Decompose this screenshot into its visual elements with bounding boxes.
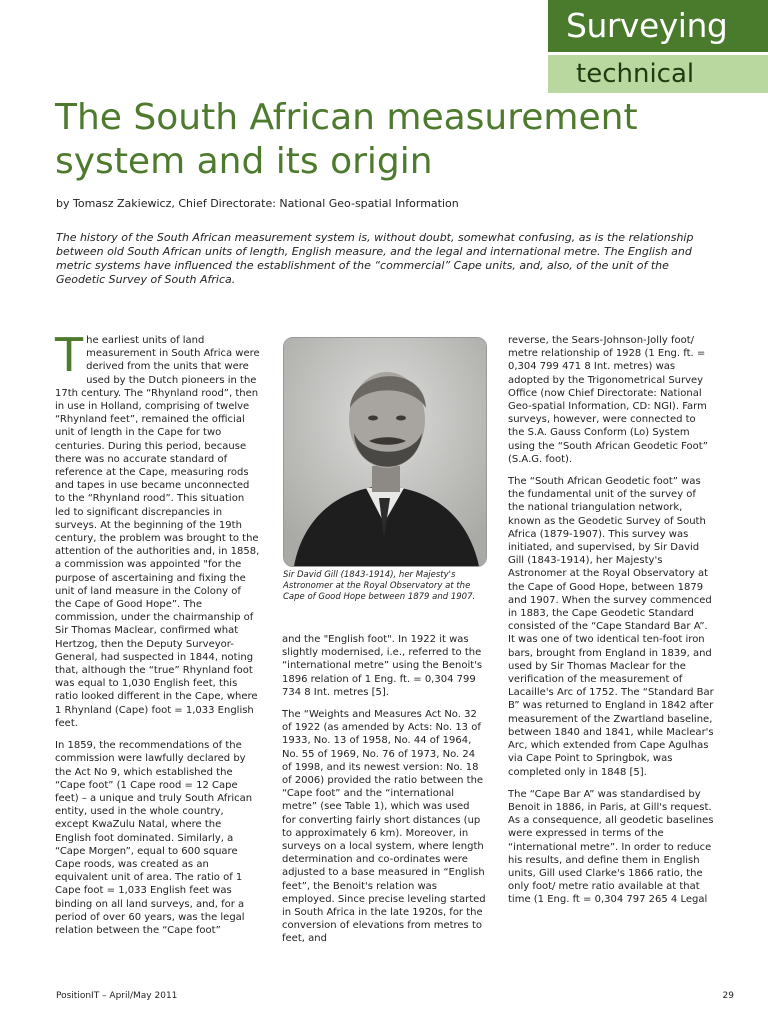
subsection-tab: technical xyxy=(548,55,768,93)
paragraph-text: he earliest units of land measurement in South Africa were derived from the units that were used by the Dutch pioneers in the 17th century. The “Rhynland rood”, then in use in Holland, comprising of twelve “Rhynland feet”, remained the official unit of length in the Cape for two centuries. During this period, because there was no accurate standard of reference at the Cape, measuring rods and tapes in use became unconnected to the “Rhynland rood”. This situation led to significant discrepancies in surveys. At the beginning of the 19th century, the problem was brought to the attention of the authorities and, in 1858, a commission was appointed "for the purpose of ascertaining and fixing the unit of land measure in the Colony of the Cape of Good Hope”. The commission, under the chairmanship of Sir Thomas Maclear, confirmed what Hertzog, then the Deputy Surveyor-General, had suspected in 1844, noting that, although the “true” Rhynland foot was equal to 1,030 English feet, this ratio looked different in the Cape, where 1 Rhynland (Cape) foot = 1,033 English feet. xyxy=(55,335,260,729)
portrait-photo xyxy=(283,337,487,567)
paragraph: The “Weights and Measures Act No. 32 of 1922 (as amended by Acts: No. 13 of 1933, No. 13 of 1958, No. 44 of 1964, No. 55 of 1969, No. 76 of 1973, No. 24 of 1998, and its newest version: No. 18 of 2006) provided the ratio between the “Cape foot” and the “international metre” (see Table 1), which was used for converting fairly short distances (up to approximately 6 km). Moreover, in surveys on a local system, where length determination and co-ordinates were adjusted to a base measured in “English feet”, the Benoit's relation was employed. Since precise leveling started in South Africa in the late 1920s, for the conversion of elevations from metres to feet, and xyxy=(282,709,486,945)
intro-paragraph: The history of the South African measurement system is, without doubt, somewhat confusing, as is the relationship between old South African units of length, English measure, and the legal and international metre. The English and metric systems have influenced the establishment of the “commercial” Cape units, and, also, of the unit of the Geodetic Survey of South Africa. xyxy=(56,231,694,286)
photo-caption: Sir David Gill (1843-1914), her Majesty's Astronomer at the Royal Observatory at the Cape of Good Hope between 1879 and 1907. xyxy=(283,570,476,602)
paragraph: The “South African Geodetic foot” was the fundamental unit of the survey of the national triangulation network, known as the Geodetic Survey of South Africa (1879-1907). This survey was initiated, and supervised, by Sir David Gill (1843-1914), her Majesty's Astronomer at the Royal Observatory at the Cape of Good Hope, between 1879 and 1907. When the survey commenced in 1883, the Cape Geodetic Standard consisted of the “Cape Standard Bar A”. It was one of two identical ten-foot iron bars, brought from England in 1839, and used by Sir Thomas Maclear for the verification of the measurement of Lacaille's Arc of 1752. The “Standard Bar B” was returned to England in 1842 after measurement of the Zwartland baseline, between 1840 and 1841, while Maclear's Arc, which extended from Cape Agulhas via Cape Point to Springbok, was completed only in 1848 [5]. xyxy=(508,476,714,778)
footer-publication: PositionIT – April/May 2011 xyxy=(56,991,178,1001)
page-number: 29 xyxy=(722,991,734,1001)
section-tab: Surveying xyxy=(548,0,768,52)
paragraph: and the "English foot". In 1922 it was slightly modernised, i.e., referred to the “international metre” using the Benoit's 1896 relation of 1 Eng. ft. = 0,304 799 734 8 Int. metres [5]. xyxy=(282,634,483,698)
paragraph: In 1859, the recommendations of the commission were lawfully declared by the Act No 9, which established the “Cape foot” (1 Cape rood = 12 Cape feet) – a unique and truly South African entity, used in the whole country, except KwaZulu Natal, where the English foot dominated. Similarly, a “Cape Morgen”, equal to 600 square Cape roods, was created as an equivalent unit of area. The ratio of 1 Cape foot = 1,033 English feet was binding on all land surveys, and, for a period of over 60 years, was the legal relation between the “Cape foot” xyxy=(55,740,253,936)
article-title: The South African measurement system and its origin xyxy=(55,97,638,182)
column-2 xyxy=(282,633,486,955)
column-1 xyxy=(55,328,260,946)
paragraph: reverse, the Sears-Johnson-Jolly foot/ metre relationship of 1928 (1 Eng. ft. = 0,304 799 471 8 Int. metres) was adopted by the Trigonometrical Survey Office (now Chief Directorate: National Geo-spatial Information, CD: NGI). Farm surveys, however, were connected to the S.A. Gauss Conform (Lo) System using the “South African Geodetic Foot” (S.A.G. foot). xyxy=(508,335,708,465)
byline: by Tomasz Zakiewicz, Chief Directorate: National Geo-spatial Information xyxy=(56,197,459,210)
portrait-image xyxy=(284,338,486,566)
paragraph: The “Cape Bar A” was standardised by Benoit in 1886, in Paris, at Gill's request. As a consequence, all geodetic baselines were expressed in terms of the “international metre”. In order to reduce his results, and define them in English units, Gill used Clarke's 1866 ratio, the only foot/ metre ratio available at that time (1 Eng. ft = 0,304 797 265 4 Legal xyxy=(508,788,714,906)
drop-cap: T xyxy=(55,328,84,382)
column-3 xyxy=(508,334,714,916)
paragraph xyxy=(55,328,260,730)
